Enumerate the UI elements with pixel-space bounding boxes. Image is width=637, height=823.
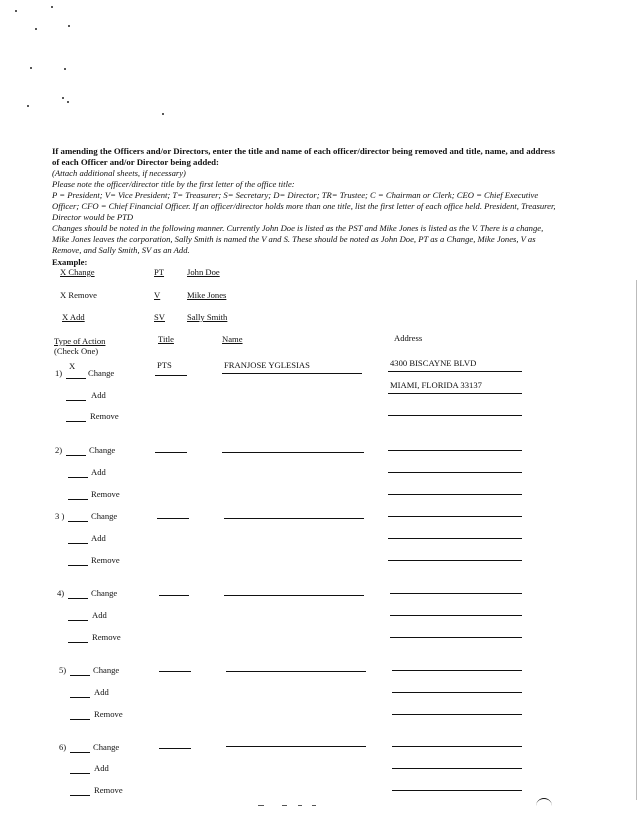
col-type-of-action: Type of Action bbox=[54, 336, 106, 346]
address-field-line[interactable] bbox=[388, 472, 522, 473]
title-field-line[interactable] bbox=[157, 518, 189, 519]
example-label: Example: bbox=[52, 257, 88, 267]
address-field-line[interactable] bbox=[390, 593, 522, 594]
change-checkbox-line[interactable] bbox=[68, 521, 88, 522]
name-field-line[interactable] bbox=[224, 518, 364, 519]
remove-checkbox-line[interactable] bbox=[70, 795, 90, 796]
attach-note: (Attach additional sheets, if necessary) bbox=[52, 168, 186, 178]
title-field-line[interactable] bbox=[159, 748, 191, 749]
add-label: Add bbox=[94, 687, 109, 697]
col-title: Title bbox=[158, 334, 174, 344]
name-field-line[interactable] bbox=[222, 373, 362, 374]
address-field-line[interactable] bbox=[388, 538, 522, 539]
address-field-line[interactable] bbox=[388, 494, 522, 495]
address-field-line[interactable] bbox=[392, 714, 522, 715]
address-field-line[interactable] bbox=[388, 516, 522, 517]
example-title: V bbox=[154, 290, 161, 300]
add-checkbox-line[interactable] bbox=[68, 620, 88, 621]
scan-speck bbox=[64, 68, 66, 70]
entry-number: 4) bbox=[57, 588, 65, 598]
change-label: Change bbox=[93, 742, 120, 752]
entry-title-value: PTS bbox=[157, 360, 172, 370]
entry-number: 5) bbox=[59, 665, 67, 675]
address-field-line[interactable] bbox=[392, 670, 522, 671]
title-field-line[interactable] bbox=[159, 671, 191, 672]
change-label: Change bbox=[93, 665, 120, 675]
add-label: Add bbox=[91, 390, 106, 400]
address-field-line[interactable] bbox=[388, 371, 522, 372]
address-field-line[interactable] bbox=[392, 692, 522, 693]
example-name: Sally Smith bbox=[187, 312, 228, 322]
scan-speck bbox=[67, 101, 69, 103]
scan-speck bbox=[62, 97, 64, 99]
name-field-line[interactable] bbox=[224, 595, 364, 596]
remove-checkbox-line[interactable] bbox=[70, 719, 90, 720]
scan-speck bbox=[27, 105, 29, 107]
entry-number: 1) bbox=[55, 368, 63, 378]
title-list: P = President; V= Vice President; T= Treasurer; S= Secretary; D= Director; TR= Trustee; C = Chairman or Clerk; CEO = Chief Executive Officer; CFO = Chief Financial Officer. If an officer/director holds more than one title, list the first letter of each office held. President, Treasurer, Director would be PTD bbox=[52, 190, 556, 222]
change-label: Change bbox=[89, 445, 116, 455]
scan-speck bbox=[15, 10, 17, 12]
change-label: Change bbox=[91, 511, 118, 521]
add-label: Add bbox=[91, 533, 106, 543]
scan-speck bbox=[162, 113, 164, 115]
title-field-line[interactable] bbox=[155, 452, 187, 453]
title-field-line[interactable] bbox=[155, 375, 187, 376]
add-checkbox-line[interactable] bbox=[68, 477, 88, 478]
change-checkbox-line[interactable] bbox=[68, 598, 88, 599]
example-action: X Change bbox=[60, 267, 95, 277]
instructions-block bbox=[52, 146, 556, 256]
remove-checkbox-line[interactable] bbox=[68, 565, 88, 566]
remove-label: Remove bbox=[90, 411, 119, 421]
changes-note: Changes should be noted in the following manner. Currently John Doe is listed as the PST and Mike Jones is listed as the V. There is a change, Mike Jones leaves the corporation, Sally Smith is named the V and S. These should be noted as John Doe, PT as a Change, Mike Jones, V as Remove, and Sally Smith, SV as an Add. bbox=[52, 223, 544, 255]
change-label: Change bbox=[91, 588, 118, 598]
title-field-line[interactable] bbox=[159, 595, 189, 596]
remove-checkbox-line[interactable] bbox=[66, 421, 86, 422]
example-name: Mike Jones bbox=[187, 290, 227, 300]
address-field-line[interactable] bbox=[390, 615, 522, 616]
example-title: SV bbox=[154, 312, 165, 322]
entry-number: 6) bbox=[59, 742, 67, 752]
scan-mark bbox=[282, 805, 287, 806]
entry-number: 3 ) bbox=[55, 511, 65, 521]
add-label: Add bbox=[94, 763, 109, 773]
remove-label: Remove bbox=[94, 785, 123, 795]
address-field-line[interactable] bbox=[388, 415, 522, 416]
add-checkbox-line[interactable] bbox=[68, 543, 88, 544]
example-action: X Remove bbox=[60, 290, 97, 300]
instructions-heading: If amending the Officers and/or Directors, enter the title and name of each officer/director being removed and title, name, and address of each Officer and/or Director being added: bbox=[52, 146, 555, 167]
add-label: Add bbox=[92, 610, 107, 620]
entry-name-value: FRANJOSE YGLESIAS bbox=[224, 360, 310, 370]
page-curl-mark bbox=[536, 798, 552, 807]
remove-label: Remove bbox=[91, 555, 120, 565]
name-field-line[interactable] bbox=[226, 746, 366, 747]
add-checkbox-line[interactable] bbox=[70, 773, 90, 774]
scan-mark bbox=[258, 805, 264, 806]
change-checkbox-line[interactable] bbox=[70, 752, 90, 753]
scan-speck bbox=[68, 25, 70, 27]
add-label: Add bbox=[91, 467, 106, 477]
address-field-line[interactable] bbox=[392, 790, 522, 791]
col-name: Name bbox=[222, 334, 243, 344]
entry-mark: X bbox=[69, 361, 76, 371]
scan-speck bbox=[30, 67, 32, 69]
title-note: Please note the officer/director title by the first letter of the office title: bbox=[52, 179, 295, 189]
name-field-line[interactable] bbox=[222, 452, 364, 453]
scan-speck bbox=[51, 6, 53, 8]
change-label: Change bbox=[88, 368, 115, 378]
remove-label: Remove bbox=[94, 709, 123, 719]
example-name: John Doe bbox=[187, 267, 220, 277]
remove-checkbox-line[interactable] bbox=[68, 499, 88, 500]
address-field-line[interactable] bbox=[390, 637, 522, 638]
entry-address-line1: 4300 BISCAYNE BLVD bbox=[390, 358, 477, 368]
change-checkbox-line[interactable] bbox=[70, 675, 90, 676]
add-checkbox-line[interactable] bbox=[70, 697, 90, 698]
remove-checkbox-line[interactable] bbox=[68, 642, 88, 643]
scan-mark bbox=[298, 805, 302, 806]
add-checkbox-line[interactable] bbox=[66, 400, 86, 401]
entry-number: 2) bbox=[55, 445, 63, 455]
entry-address-line2: MIAMI, FLORIDA 33137 bbox=[390, 380, 482, 390]
col-address: Address bbox=[394, 333, 423, 343]
name-field-line[interactable] bbox=[226, 671, 366, 672]
scan-speck bbox=[35, 28, 37, 30]
change-checkbox-line[interactable] bbox=[66, 378, 86, 379]
address-field-line[interactable] bbox=[388, 560, 522, 561]
address-field-line[interactable] bbox=[392, 746, 522, 747]
scan-mark bbox=[312, 805, 316, 806]
example-title: PT bbox=[154, 267, 165, 277]
address-field-line[interactable] bbox=[388, 393, 522, 394]
change-checkbox-line[interactable] bbox=[66, 455, 86, 456]
address-field-line[interactable] bbox=[388, 450, 522, 451]
example-action: X Add bbox=[62, 312, 85, 322]
col-check-one: (Check One) bbox=[54, 346, 99, 356]
address-field-line[interactable] bbox=[392, 768, 522, 769]
remove-label: Remove bbox=[92, 632, 121, 642]
remove-label: Remove bbox=[91, 489, 120, 499]
